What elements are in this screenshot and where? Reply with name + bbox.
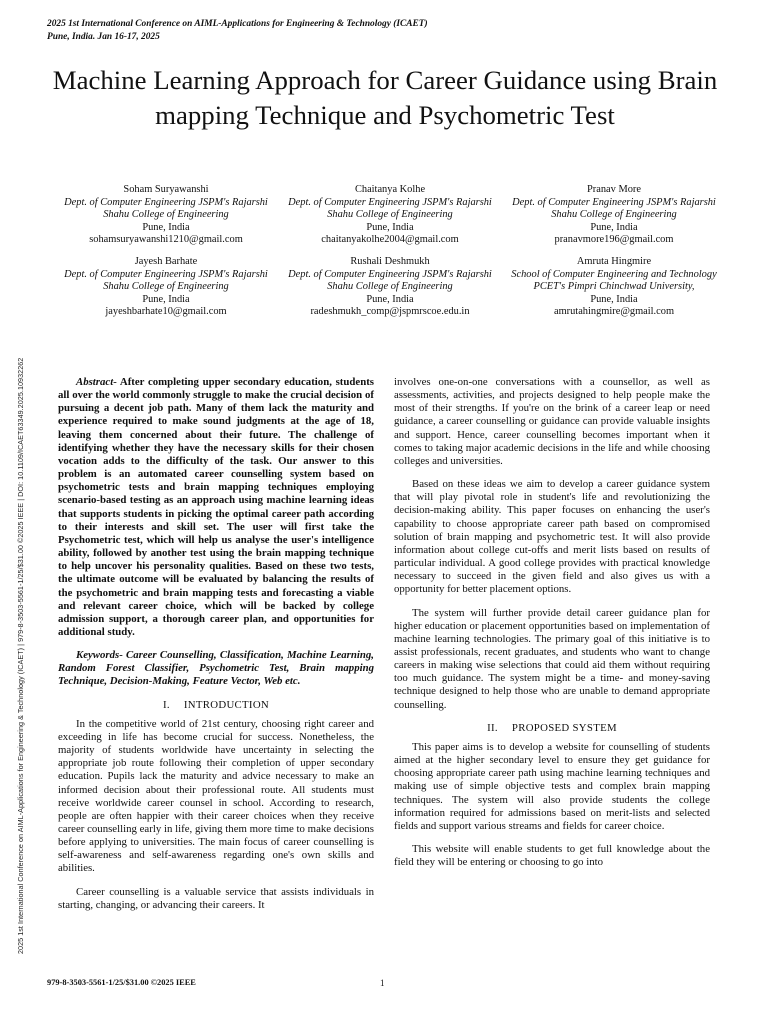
conference-header: [47, 18, 428, 44]
side-watermark: 2025 1st International Conference on AIML-Applications for Engineering & Technology (ICAET) | 979-8-3503-5561-1/25/$31.00 ©2025 IEEE | DOI: 10.1109/ICAET63349.2025.10932262: [16, 357, 25, 954]
keywords: Keywords- Career Counselling, Classification, Machine Learning, Random Forest Classifier, Psychometric Test, Brain mapping Technique, Decision-Making, Feature Vector, Web etc.: [58, 649, 374, 688]
conference-name: 2025 1st International Conference on AIML-Applications for Engineering & Technology (ICAET): [47, 19, 428, 29]
body-paragraph: The system will further provide detail career guidance plan for higher education or placement opportunities based on implementation of machine learning technologies. The primary goal of this initiative is to assist professionals, recent graduates, and students who want to change careers in making wise selections that could aid them without requiring too much guidance. The system might be a time- and money-saving technique designed to help those who are unable to demand appropriate counselling.: [394, 606, 710, 711]
author-city: Pune, India: [366, 293, 414, 305]
author-name: Soham Suryawanshi: [123, 184, 209, 195]
author-name: Amruta Hingmire: [576, 255, 652, 267]
author-name: Pranav More: [587, 184, 641, 195]
author-name: Chaitanya Kolhe: [354, 184, 426, 195]
abstract: [58, 376, 374, 639]
section-heading-proposed-system: [394, 722, 710, 735]
author-card: [60, 256, 272, 319]
author-card: [508, 256, 720, 319]
author-affiliation: Dept. of Computer Engineering JSPM's Rajarshi Shahu College of Engineering: [288, 196, 492, 221]
author-affiliation: Dept. of Computer Engineering JSPM's Rajarshi Shahu College of Engineering: [512, 196, 716, 221]
section-number: II.: [487, 721, 498, 734]
author-affiliation: Dept. of Computer Engineering JSPM's Rajarshi Shahu College of Engineering: [64, 196, 268, 221]
author-city: Pune, India: [142, 221, 190, 233]
author-card: [508, 184, 720, 247]
author-city: Pune, India: [142, 293, 190, 305]
section-heading-introduction: [58, 699, 374, 712]
conference-location: Pune, India. Jan 16-17, 2025: [47, 32, 160, 42]
author-card: [284, 184, 496, 247]
section-title: INTRODUCTION: [183, 698, 270, 711]
right-column: [394, 376, 710, 879]
body-paragraph: Career counselling is a valuable service that assists individuals in starting, changing, or advancing their careers. It: [58, 885, 374, 911]
section-title: PROPOSED SYSTEM: [511, 721, 617, 734]
author-name: Jayesh Barhate: [134, 255, 198, 267]
author-city: Pune, India: [590, 221, 638, 233]
author-affiliation: Dept. of Computer Engineering JSPM's Rajarshi Shahu College of Engineering: [288, 268, 492, 293]
author-email: pranavmore196@gmail.com: [554, 234, 674, 246]
body-paragraph: involves one-on-one conversations with a counsellor, as well as assessments, activities, and projects designed to help people make the most of their strengths. If you're on the brink of a career leap or need guidance, a career counselling or guidance can provide valuable insights and support. Hence, career counselling becomes important when it comes to taking major academic decisions in the life and while choosing colleges and universities.: [394, 376, 710, 467]
author-email: chaitanyakolhe2004@gmail.com: [321, 234, 459, 246]
author-city: Pune, India: [590, 293, 638, 305]
author-email: amrutahingmire@gmail.com: [553, 306, 675, 318]
author-city: Pune, India: [366, 221, 414, 233]
footer-isbn: 979-8-3503-5561-1/25/$31.00 ©2025 IEEE: [47, 978, 196, 987]
author-affiliation: School of Computer Engineering and Technology PCET's Pimpri Chinchwad University,: [511, 268, 717, 293]
author-card: [60, 184, 272, 247]
page-number: 1: [380, 978, 385, 988]
body-paragraph: In the competitive world of 21st century, choosing right career and exceeding in life has become crucial for success. Nonetheless, the majority of students worldwide have uncertainty in selecting the appropriate job route following their completion of upper secondary education. Pupils lack the maturity and advice necessary to make an informed decision about their professional route. All students must receive worldwide career counsel in school. According to research, people are often happier with their career choices when they receive career counselling early in life, giving them more time to make decisions before applying to universities. The main focus of career counselling is self-awareness and self-awareness regarding one's own skills and abilities.: [58, 717, 374, 875]
body-paragraph: This website will enable students to get full knowledge about the field they will be entering or choosing to go into: [394, 843, 710, 869]
left-column: [58, 376, 374, 922]
author-email: radeshmukh_comp@jspmrscoe.edu.in: [310, 306, 470, 318]
section-number: I.: [162, 698, 170, 711]
author-email: jayeshbarhate10@gmail.com: [105, 306, 227, 318]
abstract-lead: Abstract-: [76, 376, 117, 388]
paper-title: Machine Learning Approach for Career Guidance using Brain mapping Technique and Psychometric Test: [52, 65, 718, 130]
body-paragraph: Based on these ideas we aim to develop a career guidance system that will play pivotal role in student's life and revolutionizing the decision-making ability. This paper focuses on enhancing the user's capability to choose appropriate career path based on compromised solution of brain mapping and psychometric test. It will also provide information about college cut-offs and merit lists based on results of particular individual. A good college provides with practical knowledge necessary to succeed in the given field and also gives us with a opportunity for better placement options.: [394, 478, 710, 596]
body-paragraph: This paper aims is to develop a website for counselling of students aimed at the higher secondary level to ensure they get guidance for choosing appropriate career path using machine learning techniques and making use of simple objective tests and complex brain mapping techniques. The system will also provide students the college information required for admissions based on merit-lists and selected fields and support various streams and fields for career choice.: [394, 740, 710, 832]
author-email: sohamsuryawanshi1210@gmail.com: [89, 234, 243, 246]
author-affiliation: Dept. of Computer Engineering JSPM's Rajarshi Shahu College of Engineering: [64, 268, 268, 293]
author-block: [60, 184, 720, 319]
author-card: [284, 256, 496, 319]
abstract-text: After completing upper secondary education, students all over the world commonly struggle to make the crucial decision of pursuing a decent job path. Many of them lack the maturity and experience required to make sound judgments at the age of 18, leaving them concerned about their future. The challenge of identifying whether they have the necessary skills for their chosen vocation adds to the difficulty of the task. Our answer to this problem is an automated career counselling system based on psychometric tests and brain mapping techniques employing scenario-based testing as an approach using machine learning ideas that supports students in picking the optimal career path according to their interests and skill set. The user will first take the Psychometric test, which will help us analyse the user's intelligence ability, followed by another test using the brain mapping technique to help uncover his personality qualities. Based on these two tests, the ultimate outcome will be evaluated by balancing the results of the psychometric and brain mapping tests and forecasting a viable and relevant career choice, which will be backed by college admission support, a thorough career plan, and opportunities for additional study.: [58, 376, 374, 638]
author-name: Rushali Deshmukh: [350, 255, 430, 267]
